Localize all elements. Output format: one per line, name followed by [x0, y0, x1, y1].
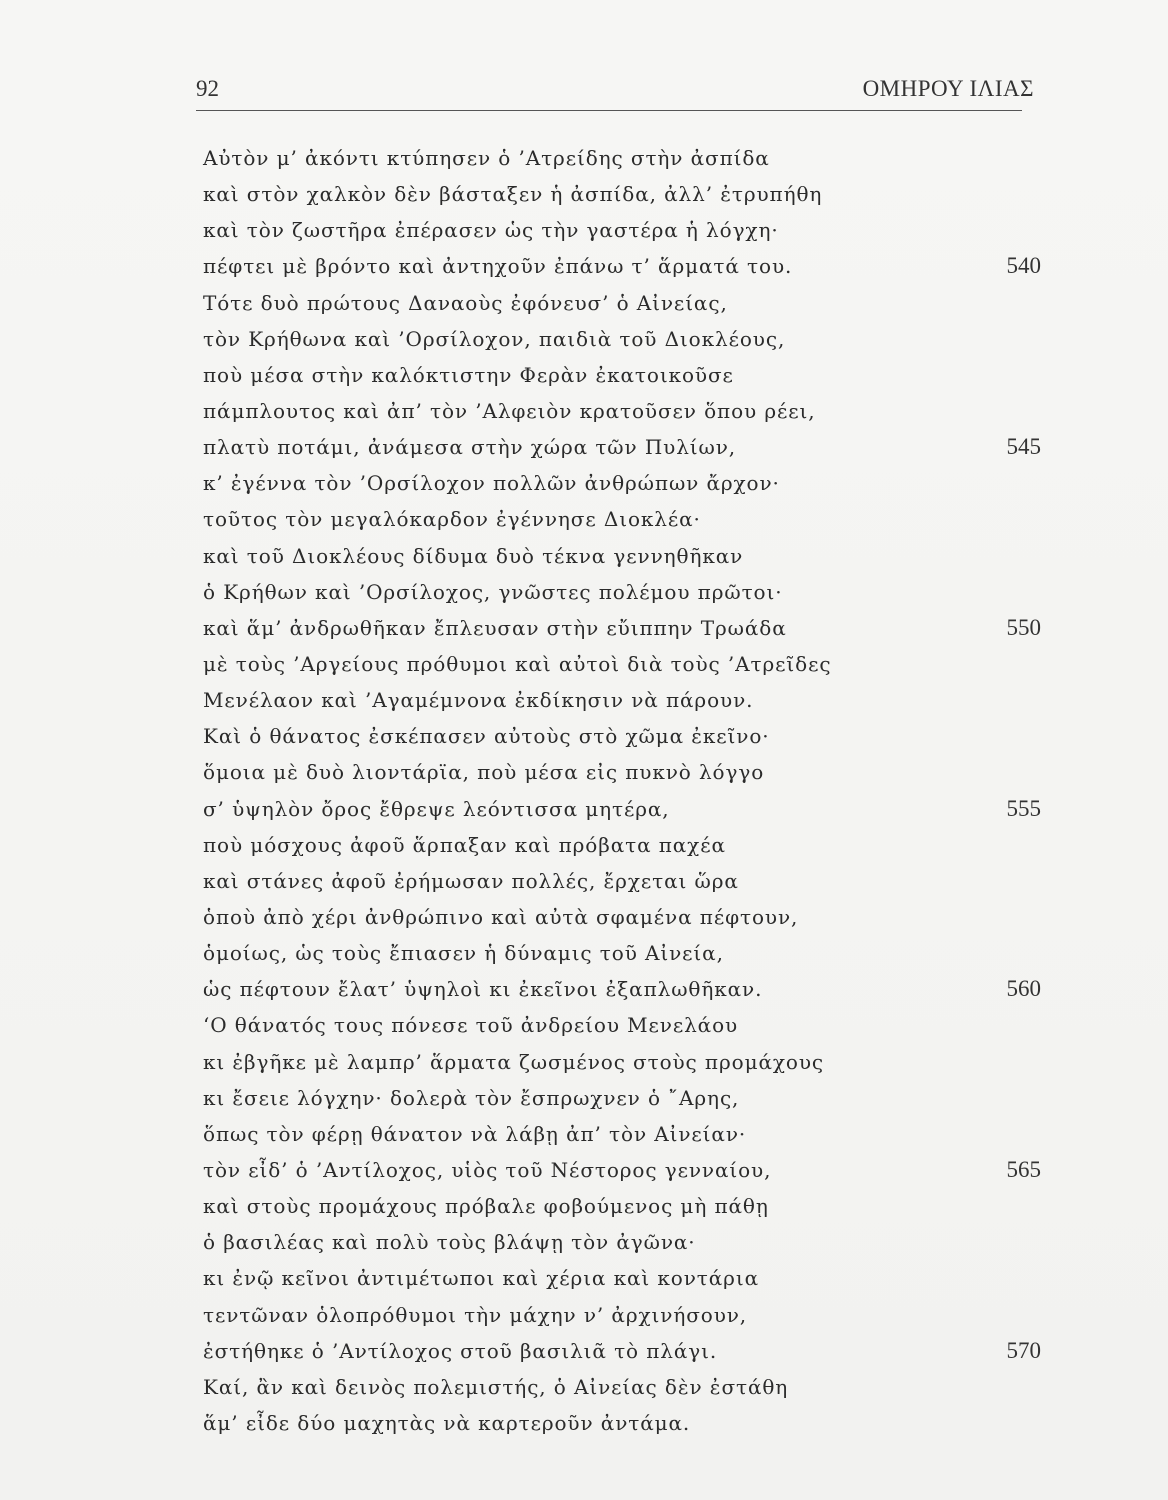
verse-line	[203, 1333, 1043, 1369]
verse-text: τὸν εἶδ’ ὁ ’Αντίλοχος, υἱὸς τοῦ Νέστορος γενναίου,	[203, 1157, 772, 1182]
verse-text: τὸν Κρήθωνα καὶ ’Ορσίλοχον, παιδιὰ τοῦ Διοκλέους,	[203, 326, 786, 351]
line-number: 545	[1006, 434, 1041, 460]
verse-line	[203, 465, 1043, 501]
line-number: 550	[1006, 614, 1041, 640]
verse-line	[203, 718, 1043, 754]
verse-text: καὶ στοὺς προμάχους πρόβαλε φοβούμενος μὴ πάθῃ	[203, 1194, 769, 1219]
verse-text: πλατὺ ποτάμι, ἀνάμεσα στὴν χώρα τῶν Πυλίων,	[203, 435, 737, 460]
verse-text: τοῦτος τὸν μεγαλόκαρδον ἐγέννησε Διοκλέα·	[203, 507, 701, 532]
verse-line	[203, 140, 1043, 176]
verse-text: ὁποὺ ἀπὸ χέρι ἀνθρώπινο καὶ αὐτὰ σφαμένα πέφτουν,	[203, 904, 799, 929]
verse-text: καὶ ἅμ’ ἀνδρωθῆκαν ἔπλευσαν στὴν εὔιππην Τρωάδα	[203, 615, 787, 640]
line-number: 560	[1006, 976, 1041, 1002]
verse-line	[203, 754, 1043, 790]
verse-text: ὅπως τὸν φέρῃ θάνατον νὰ λάβῃ ἀπ’ τὸν Αἰνείαν·	[203, 1121, 747, 1146]
verse-text: τεντῶναν ὁλοπρόθυμοι τὴν μάχην ν’ ἀρχινήσουν,	[203, 1302, 748, 1327]
verse-text: ὁμοίως, ὡς τοὺς ἔπιασεν ἡ δύναμις τοῦ Αἰνεία,	[203, 941, 724, 966]
line-number: 540	[1006, 253, 1041, 279]
verse-line	[203, 899, 1043, 935]
verse-line	[203, 1405, 1043, 1441]
verse-line	[203, 429, 1043, 465]
line-number: 570	[1006, 1337, 1041, 1363]
line-number: 565	[1006, 1156, 1041, 1182]
verse-text: πάμπλουτος καὶ ἀπ’ τὸν ’Αλφειὸν κρατοῦσεν ὅπου ρέει,	[203, 398, 816, 423]
verse-text: σ’ ὑψηλὸν ὄρος ἔθρεψε λεόντισσα μητέρα,	[203, 796, 670, 821]
verse-text: κι ἔσειε λόγχην· δολερὰ τὸν ἔσπρωχνεν ὁ ῎Αρης,	[203, 1085, 740, 1110]
running-head: ΟΜΗΡΟΥ ΙΛΙΑΣ	[862, 76, 1034, 101]
verse-text: Καί, ἂν καὶ δεινὸς πολεμιστής, ὁ Αἰνείας δὲν ἐστάθη	[203, 1374, 789, 1399]
verse-text: Τότε δυὸ πρώτους Δαναοὺς ἐφόνευσ’ ὁ Αἰνείας,	[203, 290, 728, 315]
verse-line	[203, 1080, 1043, 1116]
verse-line	[203, 971, 1043, 1007]
verse-text: Αὐτὸν μ’ ἀκόντι κτύπησεν ὁ ’Ατρείδης στὴν ἀσπίδα	[203, 146, 770, 170]
verse-line	[203, 501, 1043, 537]
line-number: 555	[1006, 795, 1041, 821]
verse-line	[203, 1369, 1043, 1405]
verse-text: Καὶ ὁ θάνατος ἐσκέπασεν αὐτοὺς στὸ χῶμα ἐκεῖνο·	[203, 724, 770, 749]
verse-text: καὶ τοῦ Διοκλέους δίδυμα δυὸ τέκνα γεννηθῆκαν	[203, 543, 744, 568]
page-number: 92	[196, 76, 219, 101]
verse-text: καὶ στάνες ἀφοῦ ἐρήμωσαν πολλές, ἔρχεται ὥρα	[203, 868, 739, 893]
verse-text: ποὺ μέσα στὴν καλόκτιστην Φερὰν ἐκατοικοῦσε	[203, 362, 734, 387]
verse-line	[203, 248, 1043, 284]
verse-line	[203, 1007, 1043, 1043]
verse-line	[203, 321, 1043, 357]
verse-line	[203, 863, 1043, 899]
verse-line	[203, 1044, 1043, 1080]
verse-line	[203, 1260, 1043, 1296]
verse-line	[203, 574, 1043, 610]
verse-line	[203, 176, 1043, 212]
verse-line	[203, 1297, 1043, 1333]
verse-text: ποὺ μόσχους ἀφοῦ ἅρπαξαν καὶ πρόβατα παχέα	[203, 832, 726, 857]
header-rule	[196, 110, 1022, 111]
verse-line	[203, 646, 1043, 682]
verse-line	[203, 791, 1043, 827]
verse-line	[203, 827, 1043, 863]
verse-text: ὁ Κρήθων καὶ ’Ορσίλοχος, γνῶστες πολέμου πρῶτοι·	[203, 579, 783, 604]
verse-text: ὅμοια μὲ δυὸ λιοντάρϊα, ποὺ μέσα εἰς πυκνὸ λόγγο	[203, 760, 765, 785]
verse-text: καὶ στὸν χαλκὸν δὲν βάσταξεν ἡ ἀσπίδα, ἀλλ’ ἐτρυπήθη	[203, 182, 823, 207]
verse-text: ὡς πέφτουν ἔλατ’ ὑψηλοὶ κι ἐκεῖνοι ἐξαπλωθῆκαν.	[203, 977, 763, 1002]
verse-line	[203, 285, 1043, 321]
verse-line	[203, 538, 1043, 574]
page-header	[196, 70, 1034, 110]
verse-text: ἅμ’ εἶδε δύο μαχητὰς νὰ καρτεροῦν ἀντάμα.	[203, 1410, 691, 1435]
verse-text: πέφτει μὲ βρόντο καὶ ἀντηχοῦν ἐπάνω τ’ ἅρματά του.	[203, 254, 793, 279]
verse-line	[203, 1152, 1043, 1188]
verse-text: κι ἐνῷ κεῖνοι ἀντιμέτωποι καὶ χέρια καὶ κοντάρια	[203, 1266, 759, 1291]
verse-list	[203, 140, 1043, 1441]
verse-line	[203, 393, 1043, 429]
verse-text: μὲ τοὺς ’Αργείους πρόθυμοι καὶ αὐτοὶ διὰ τοὺς ’Ατρεῖδες	[203, 651, 832, 676]
verse-line	[203, 935, 1043, 971]
verse-text: κι ἐβγῆκε μὲ λαμπρ’ ἅρματα ζωσμένος στοὺς προμάχους	[203, 1049, 824, 1074]
verse-line	[203, 1224, 1043, 1260]
verse-text: καὶ τὸν ζωστῆρα ἐπέρασεν ὡς τὴν γαστέρα ἡ λόγχη·	[203, 218, 779, 243]
verse-text: ‘Ο θάνατός τους πόνεσε τοῦ ἀνδρείου Μενελάου	[203, 1013, 739, 1038]
verse-text: ὁ βασιλέας καὶ πολὺ τοὺς βλάψῃ τὸν ἀγῶνα·	[203, 1230, 696, 1255]
verse-line	[203, 212, 1043, 248]
verse-line	[203, 357, 1043, 393]
verse-line	[203, 682, 1043, 718]
verse-line	[203, 610, 1043, 646]
verse-text: Μενέλαον καὶ ’Αγαμέμνονα ἐκδίκησιν νὰ πάρουν.	[203, 688, 754, 713]
verse-text: ἐστήθηκε ὁ ’Αντίλοχος στοῦ βασιλιᾶ τὸ πλάγι.	[203, 1338, 718, 1363]
verse-line	[203, 1116, 1043, 1152]
verse-text: κ’ ἐγέννα τὸν ’Ορσίλοχον πολλῶν ἀνθρώπων ἄρχον·	[203, 471, 780, 496]
verse-line	[203, 1188, 1043, 1224]
